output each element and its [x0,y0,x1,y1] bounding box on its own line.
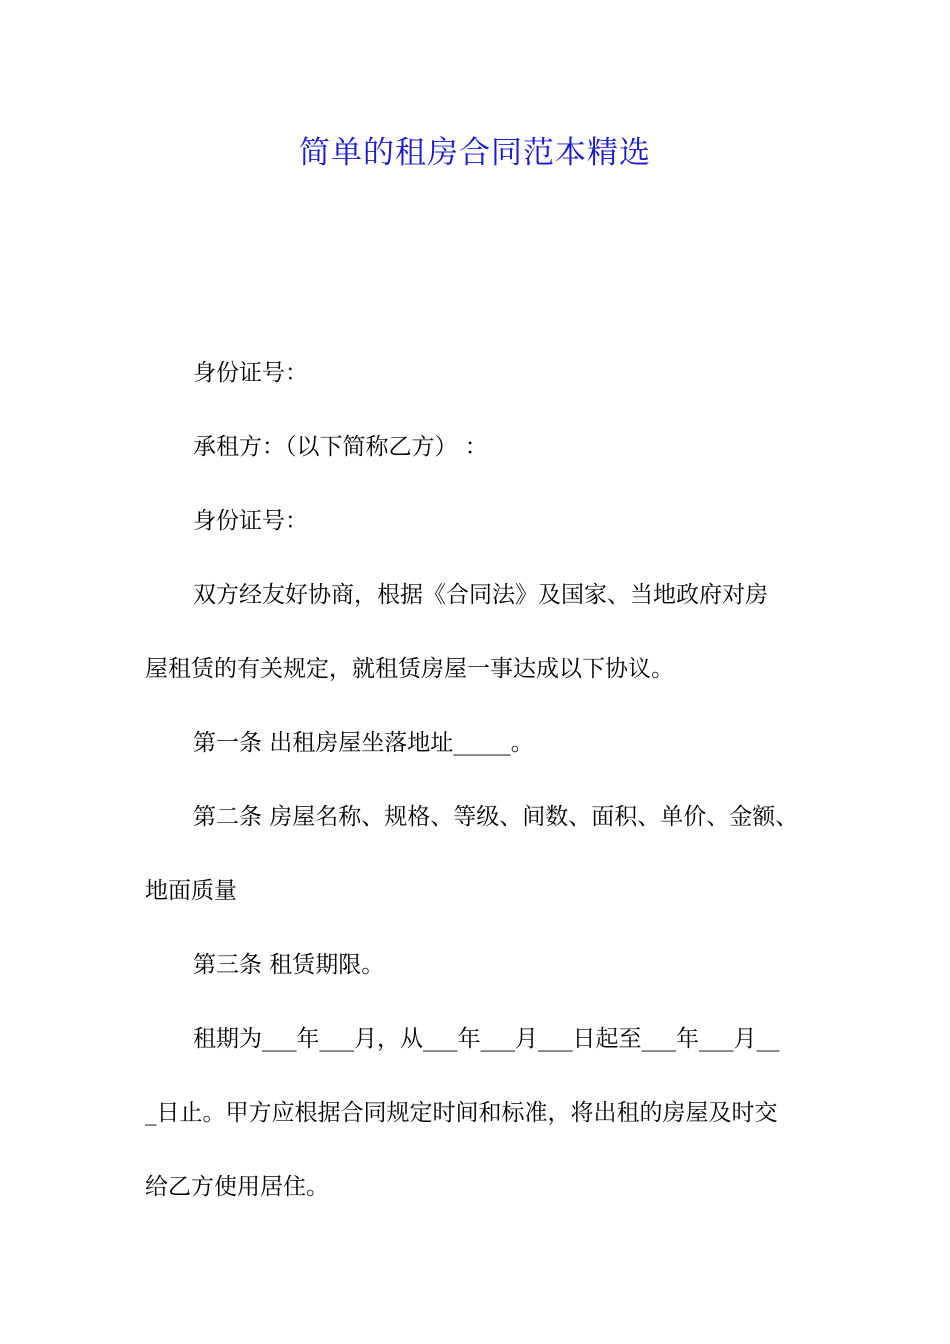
id-number-line-2: 身份证号： [193,508,308,534]
article-3-line: 第三条 租赁期限。 [193,952,385,978]
id-number-line-1: 身份证号： [193,360,308,386]
tenant-line: 承租方：（以下简称乙方） ： [193,434,488,460]
agreement-intro-line-2: 屋租赁的有关规定，就租赁房屋一事达成以下协议。 [145,656,674,682]
agreement-intro-line-1: 双方经友好协商，根据《合同法》及国家、当地政府对房 [193,582,768,608]
article-1-line: 第一条 出租房屋坐落地址_____。 [193,730,534,756]
lease-term-line-3: 给乙方使用居住。 [145,1174,329,1200]
article-2-line-2: 地面质量 [145,878,237,904]
article-2-line-1: 第二条 房屋名称、规格、等级、间数、面积、单价、金额、 [193,804,799,830]
lease-term-line-1: 租期为___年___月，从___年___月___日起至___年___月__ [193,1026,780,1052]
document-title: 简单的租房合同范本精选 [299,135,651,171]
document-body [145,336,835,1224]
lease-term-line-2: _日止。甲方应根据合同规定时间和标准，将出租的房屋及时交 [145,1100,778,1126]
